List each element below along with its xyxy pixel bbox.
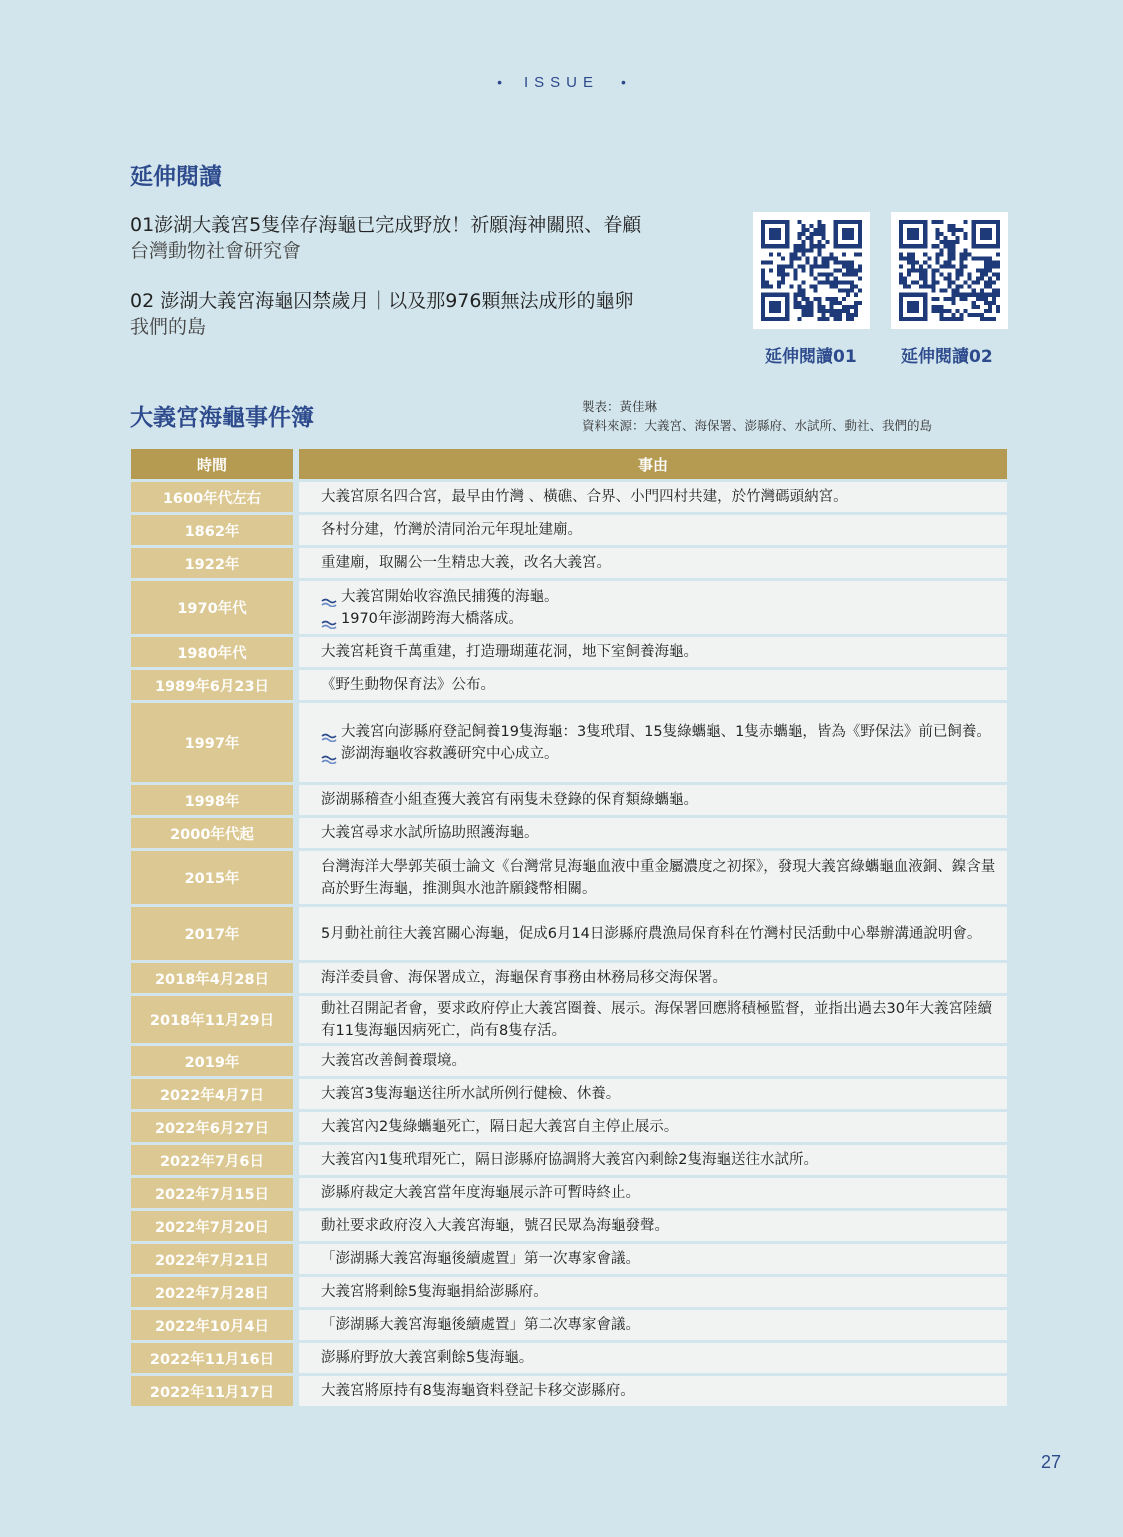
event-cell: [299, 482, 1007, 512]
time-cell: 2022年10月4日: [131, 1310, 293, 1340]
reading-item-2: [130, 288, 740, 340]
table-row: [131, 637, 1007, 667]
wave-bullet-icon: [321, 749, 337, 759]
event-text: 1970年澎湖跨海大橋落成。: [341, 610, 523, 627]
event-cell: [299, 703, 1007, 782]
wave-bullet-icon: [321, 592, 337, 602]
event-bullet: [321, 743, 997, 765]
event-cell: [299, 818, 1007, 848]
table-row: [131, 1343, 1007, 1373]
event-cell: [299, 1178, 1007, 1208]
time-cell: 2022年4月7日: [131, 1079, 293, 1109]
time-cell: 1998年: [131, 785, 293, 815]
time-cell: 2022年6月27日: [131, 1112, 293, 1142]
event-cell: [299, 996, 1007, 1043]
qr-label-2: 延伸閱讀02: [901, 347, 993, 367]
event-text: 大義宮原名四合宮，最早由竹灣 、橫礁、合界、小門四村共建，於竹灣碼頭納宮。: [321, 489, 848, 505]
time-cell: 1989年6月23日: [131, 670, 293, 700]
time-cell: 1997年: [131, 703, 293, 782]
table-row: [131, 963, 1007, 993]
event-cell: [299, 581, 1007, 634]
event-text: 台灣海洋大學郭芙碩士論文《台灣常見海龜血液中重金屬濃度之初探》，發現大義宮綠蠵龜血液銅、鎳含量高於野生海龜，推測與水池許願錢幣相關。: [321, 858, 996, 897]
event-cell: [299, 963, 1007, 993]
table-row: [131, 670, 1007, 700]
event-text: 大義宮3隻海龜送往所水試所例行健檢、休養。: [321, 1086, 621, 1102]
time-cell: 2017年: [131, 907, 293, 960]
event-cell: [299, 1310, 1007, 1340]
event-text: 大義宮將剩餘5隻海龜捐給澎縣府。: [321, 1284, 548, 1300]
event-cell: [299, 785, 1007, 815]
issue-label: ISSUE: [523, 74, 599, 91]
table-header-row: [131, 449, 1007, 479]
credit-author: 製表：黃佳琳: [582, 399, 658, 414]
time-cell: 2022年7月20日: [131, 1211, 293, 1241]
event-bullet: [321, 586, 997, 608]
time-cell: 2019年: [131, 1046, 293, 1076]
event-text: 5月動社前往大義宮關心海龜，促成6月14日澎縣府農漁局保育科在竹灣村民活動中心舉辦溝通說明會。: [321, 925, 982, 942]
event-text: 「澎湖縣大義宮海龜後續處置」第二次專家會議。: [321, 1317, 640, 1333]
event-text: 澎縣府野放大義宮剩餘5隻海龜。: [321, 1350, 534, 1366]
event-cell: [299, 1277, 1007, 1307]
page-number: 27: [1041, 1452, 1062, 1472]
bullet-dot-icon: •: [621, 74, 626, 90]
event-text: 大義宮內2隻綠蠵龜死亡，隔日起大義宮自主停止展示。: [321, 1119, 679, 1135]
wave-bullet-icon: [321, 614, 337, 624]
event-text: 澎縣府裁定大義宮當年度海龜展示許可暫時終止。: [321, 1185, 640, 1201]
table-credits: [582, 397, 932, 435]
event-text: 大義宮開始收容漁民捕獲的海龜。: [341, 588, 559, 605]
table-row: [131, 1310, 1007, 1340]
table-row: [131, 851, 1007, 904]
event-cell: [299, 637, 1007, 667]
reading-item-source: 我們的島: [130, 316, 207, 338]
time-cell: 1970年代: [131, 581, 293, 634]
qr-label-1: 延伸閱讀01: [765, 347, 857, 367]
time-cell: 2018年11月29日: [131, 996, 293, 1043]
reading-item-source: 台灣動物社會研究會: [130, 240, 302, 262]
event-text: 大義宮耗資千萬重建，打造珊瑚蓮花洞，地下室飼養海龜。: [321, 644, 698, 660]
event-cell: [299, 548, 1007, 578]
time-cell: 2000年代起: [131, 818, 293, 848]
bullet-dot-icon: •: [497, 74, 502, 90]
time-cell: 2022年7月6日: [131, 1145, 293, 1175]
column-header-time: 時間: [131, 449, 293, 479]
event-text: 海洋委員會、海保署成立，海龜保育事務由林務局移交海保署。: [321, 970, 727, 986]
time-cell: 2022年7月21日: [131, 1244, 293, 1274]
event-cell: [299, 851, 1007, 904]
credit-sources: 資料來源：大義宮、海保署、澎縣府、水試所、動社、我們的島: [582, 418, 933, 433]
event-text: 動社要求政府沒入大義宮海龜，號召民眾為海龜發聲。: [321, 1218, 669, 1234]
table-row: [131, 703, 1007, 782]
time-cell: 1862年: [131, 515, 293, 545]
qr-code-icon: [899, 220, 1000, 321]
event-cell: [299, 1376, 1007, 1406]
reading-item-title: 01澎湖大義宮5隻倖存海龜已完成野放！祈願海神關照、眷顧: [130, 214, 642, 236]
reading-item-title: 02 澎湖大義宮海龜囚禁歲月｜以及那976顆無法成形的龜卵: [130, 290, 634, 312]
table-row: [131, 515, 1007, 545]
further-reading-title: 延伸閱讀: [130, 164, 222, 190]
event-text: 大義宮向澎縣府登記飼養19隻海龜：3隻玳瑁、15隻綠蠵龜、1隻赤蠵龜，皆為《野保法》前已飼養。: [341, 723, 991, 740]
time-cell: 2015年: [131, 851, 293, 904]
event-text: 澎湖海龜收容救護研究中心成立。: [341, 745, 559, 762]
event-text: 大義宮將原持有8隻海龜資料登記卡移交澎縣府。: [321, 1383, 635, 1399]
qr-code-1[interactable]: [753, 212, 870, 329]
event-text: 《野生動物保育法》公布。: [321, 677, 495, 693]
event-text: 大義宮改善飼養環境。: [321, 1053, 466, 1069]
table-row: [131, 785, 1007, 815]
event-text: 重建廟，取關公一生精忠大義，改名大義宮。: [321, 555, 611, 571]
time-cell: 2022年11月17日: [131, 1376, 293, 1406]
table-row: [131, 818, 1007, 848]
time-cell: 2022年7月15日: [131, 1178, 293, 1208]
event-cell: [299, 1079, 1007, 1109]
wave-bullet-icon: [321, 727, 337, 737]
event-cell: [299, 1046, 1007, 1076]
event-text: 動社召開記者會，要求政府停止大義宮圈養、展示。海保署回應將積極監督，並指出過去30年大義宮陸續有11隻海龜因病死亡，尚有8隻存活。: [321, 1000, 992, 1039]
table-row: [131, 581, 1007, 634]
table-row: [131, 907, 1007, 960]
table-row: [131, 1244, 1007, 1274]
event-text: 各村分建，竹灣於清同治元年現址建廟。: [321, 522, 582, 538]
event-text: 大義宮尋求水試所協助照護海龜。: [321, 825, 539, 841]
event-bullet: [321, 608, 997, 630]
qr-code-icon: [761, 220, 862, 321]
event-text: 「澎湖縣大義宮海龜後續處置」第一次專家會議。: [321, 1251, 640, 1267]
event-text: 大義宮內1隻玳瑁死亡，隔日澎縣府協調將大義宮內剩餘2隻海龜送往水試所。: [321, 1152, 818, 1168]
table-row: [131, 1178, 1007, 1208]
qr-code-2[interactable]: [891, 212, 1008, 329]
reading-item-1: [130, 212, 740, 264]
column-header-event: 事由: [299, 449, 1007, 479]
table-row: [131, 1079, 1007, 1109]
table-row: [131, 1376, 1007, 1406]
event-text: 澎湖縣稽查小組查獲大義宮有兩隻未登錄的保育類綠蠵龜。: [321, 792, 698, 808]
section-header: [0, 74, 1123, 91]
table-row: [131, 1046, 1007, 1076]
event-cell: [299, 1244, 1007, 1274]
event-cell: [299, 1145, 1007, 1175]
time-cell: 2018年4月28日: [131, 963, 293, 993]
table-row: [131, 548, 1007, 578]
event-cell: [299, 1211, 1007, 1241]
table-row: [131, 996, 1007, 1043]
timeline-title: 大義宮海龜事件簿: [130, 405, 314, 431]
time-cell: 2022年11月16日: [131, 1343, 293, 1373]
event-cell: [299, 907, 1007, 960]
table-row: [131, 1277, 1007, 1307]
table-row: [131, 1211, 1007, 1241]
timeline-table: [131, 449, 1007, 1409]
event-cell: [299, 1343, 1007, 1373]
event-cell: [299, 670, 1007, 700]
time-cell: 1600年代左右: [131, 482, 293, 512]
event-bullet: [321, 721, 997, 743]
event-cell: [299, 515, 1007, 545]
time-cell: 1922年: [131, 548, 293, 578]
event-cell: [299, 1112, 1007, 1142]
table-row: [131, 482, 1007, 512]
time-cell: 2022年7月28日: [131, 1277, 293, 1307]
table-row: [131, 1112, 1007, 1142]
table-row: [131, 1145, 1007, 1175]
time-cell: 1980年代: [131, 637, 293, 667]
